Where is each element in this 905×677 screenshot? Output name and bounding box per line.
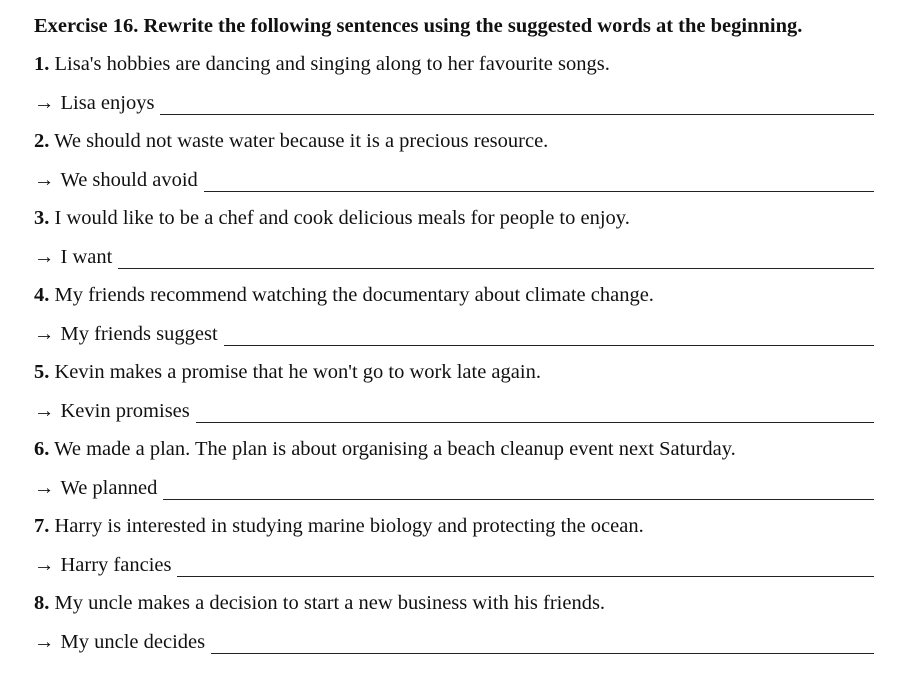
answer-stem: We planned — [60, 477, 158, 499]
question-text: We should not waste water because it is a precious resource. — [54, 130, 549, 152]
answer-stem: Kevin promises — [60, 400, 190, 422]
question-7 — [34, 512, 874, 540]
question-number: 1. — [34, 53, 50, 75]
answer-stem: Lisa enjoys — [60, 92, 155, 114]
answer-blank[interactable] — [204, 169, 874, 192]
exercise-item — [34, 204, 874, 271]
answer-blank[interactable] — [211, 631, 874, 654]
question-2 — [34, 127, 874, 155]
answer-blank[interactable] — [163, 477, 874, 500]
answer-line-7 — [34, 551, 874, 579]
question-number: 3. — [34, 207, 50, 229]
question-number: 2. — [34, 130, 50, 152]
question-text: Lisa's hobbies are dancing and singing along to her favourite songs. — [54, 53, 610, 75]
answer-line-4 — [34, 320, 874, 348]
arrow-icon: → — [34, 246, 55, 268]
exercise-item — [34, 50, 874, 117]
arrow-icon: → — [34, 169, 55, 191]
answer-line-1 — [34, 89, 874, 117]
answer-blank[interactable] — [196, 400, 874, 423]
question-number: 5. — [34, 361, 50, 383]
answer-stem: I want — [60, 246, 113, 268]
exercise-item — [34, 127, 874, 194]
question-text: My friends recommend watching the documentary about climate change. — [54, 284, 654, 306]
question-text: I would like to be a chef and cook delicious meals for people to enjoy. — [54, 207, 630, 229]
exercise-item — [34, 281, 874, 348]
exercise-title: Exercise 16. Rewrite the following sentences using the suggested words at the beginning. — [34, 15, 803, 37]
question-5 — [34, 358, 874, 386]
answer-stem: Harry fancies — [60, 554, 172, 576]
arrow-icon: → — [34, 323, 55, 345]
question-text: Kevin makes a promise that he won't go to work late again. — [54, 361, 541, 383]
answer-blank[interactable] — [118, 246, 874, 269]
answer-blank[interactable] — [160, 92, 874, 115]
exercise-item — [34, 358, 874, 425]
answer-line-5 — [34, 397, 874, 425]
question-text: We made a plan. The plan is about organising a beach cleanup event next Saturday. — [54, 438, 736, 460]
question-number: 4. — [34, 284, 50, 306]
answer-line-3 — [34, 243, 874, 271]
answer-line-6 — [34, 474, 874, 502]
question-number: 8. — [34, 592, 50, 614]
arrow-icon: → — [34, 631, 55, 653]
question-8 — [34, 589, 874, 617]
question-text: Harry is interested in studying marine biology and protecting the ocean. — [54, 515, 644, 537]
question-4 — [34, 281, 874, 309]
question-6 — [34, 435, 874, 463]
answer-stem: My uncle decides — [60, 631, 206, 653]
worksheet — [34, 12, 874, 666]
answer-line-2 — [34, 166, 874, 194]
arrow-icon: → — [34, 554, 55, 576]
exercise-item — [34, 435, 874, 502]
arrow-icon: → — [34, 92, 55, 114]
question-1 — [34, 50, 874, 78]
arrow-icon: → — [34, 477, 55, 499]
question-number: 6. — [34, 438, 50, 460]
answer-blank[interactable] — [177, 554, 874, 577]
answer-stem: We should avoid — [60, 169, 198, 191]
answer-blank[interactable] — [224, 323, 874, 346]
arrow-icon: → — [34, 400, 55, 422]
exercise-item — [34, 589, 874, 656]
question-text: My uncle makes a decision to start a new business with his friends. — [54, 592, 606, 614]
answer-stem: My friends suggest — [60, 323, 218, 345]
answer-line-8 — [34, 628, 874, 656]
exercise-item — [34, 512, 874, 579]
question-number: 7. — [34, 515, 50, 537]
question-3 — [34, 204, 874, 232]
